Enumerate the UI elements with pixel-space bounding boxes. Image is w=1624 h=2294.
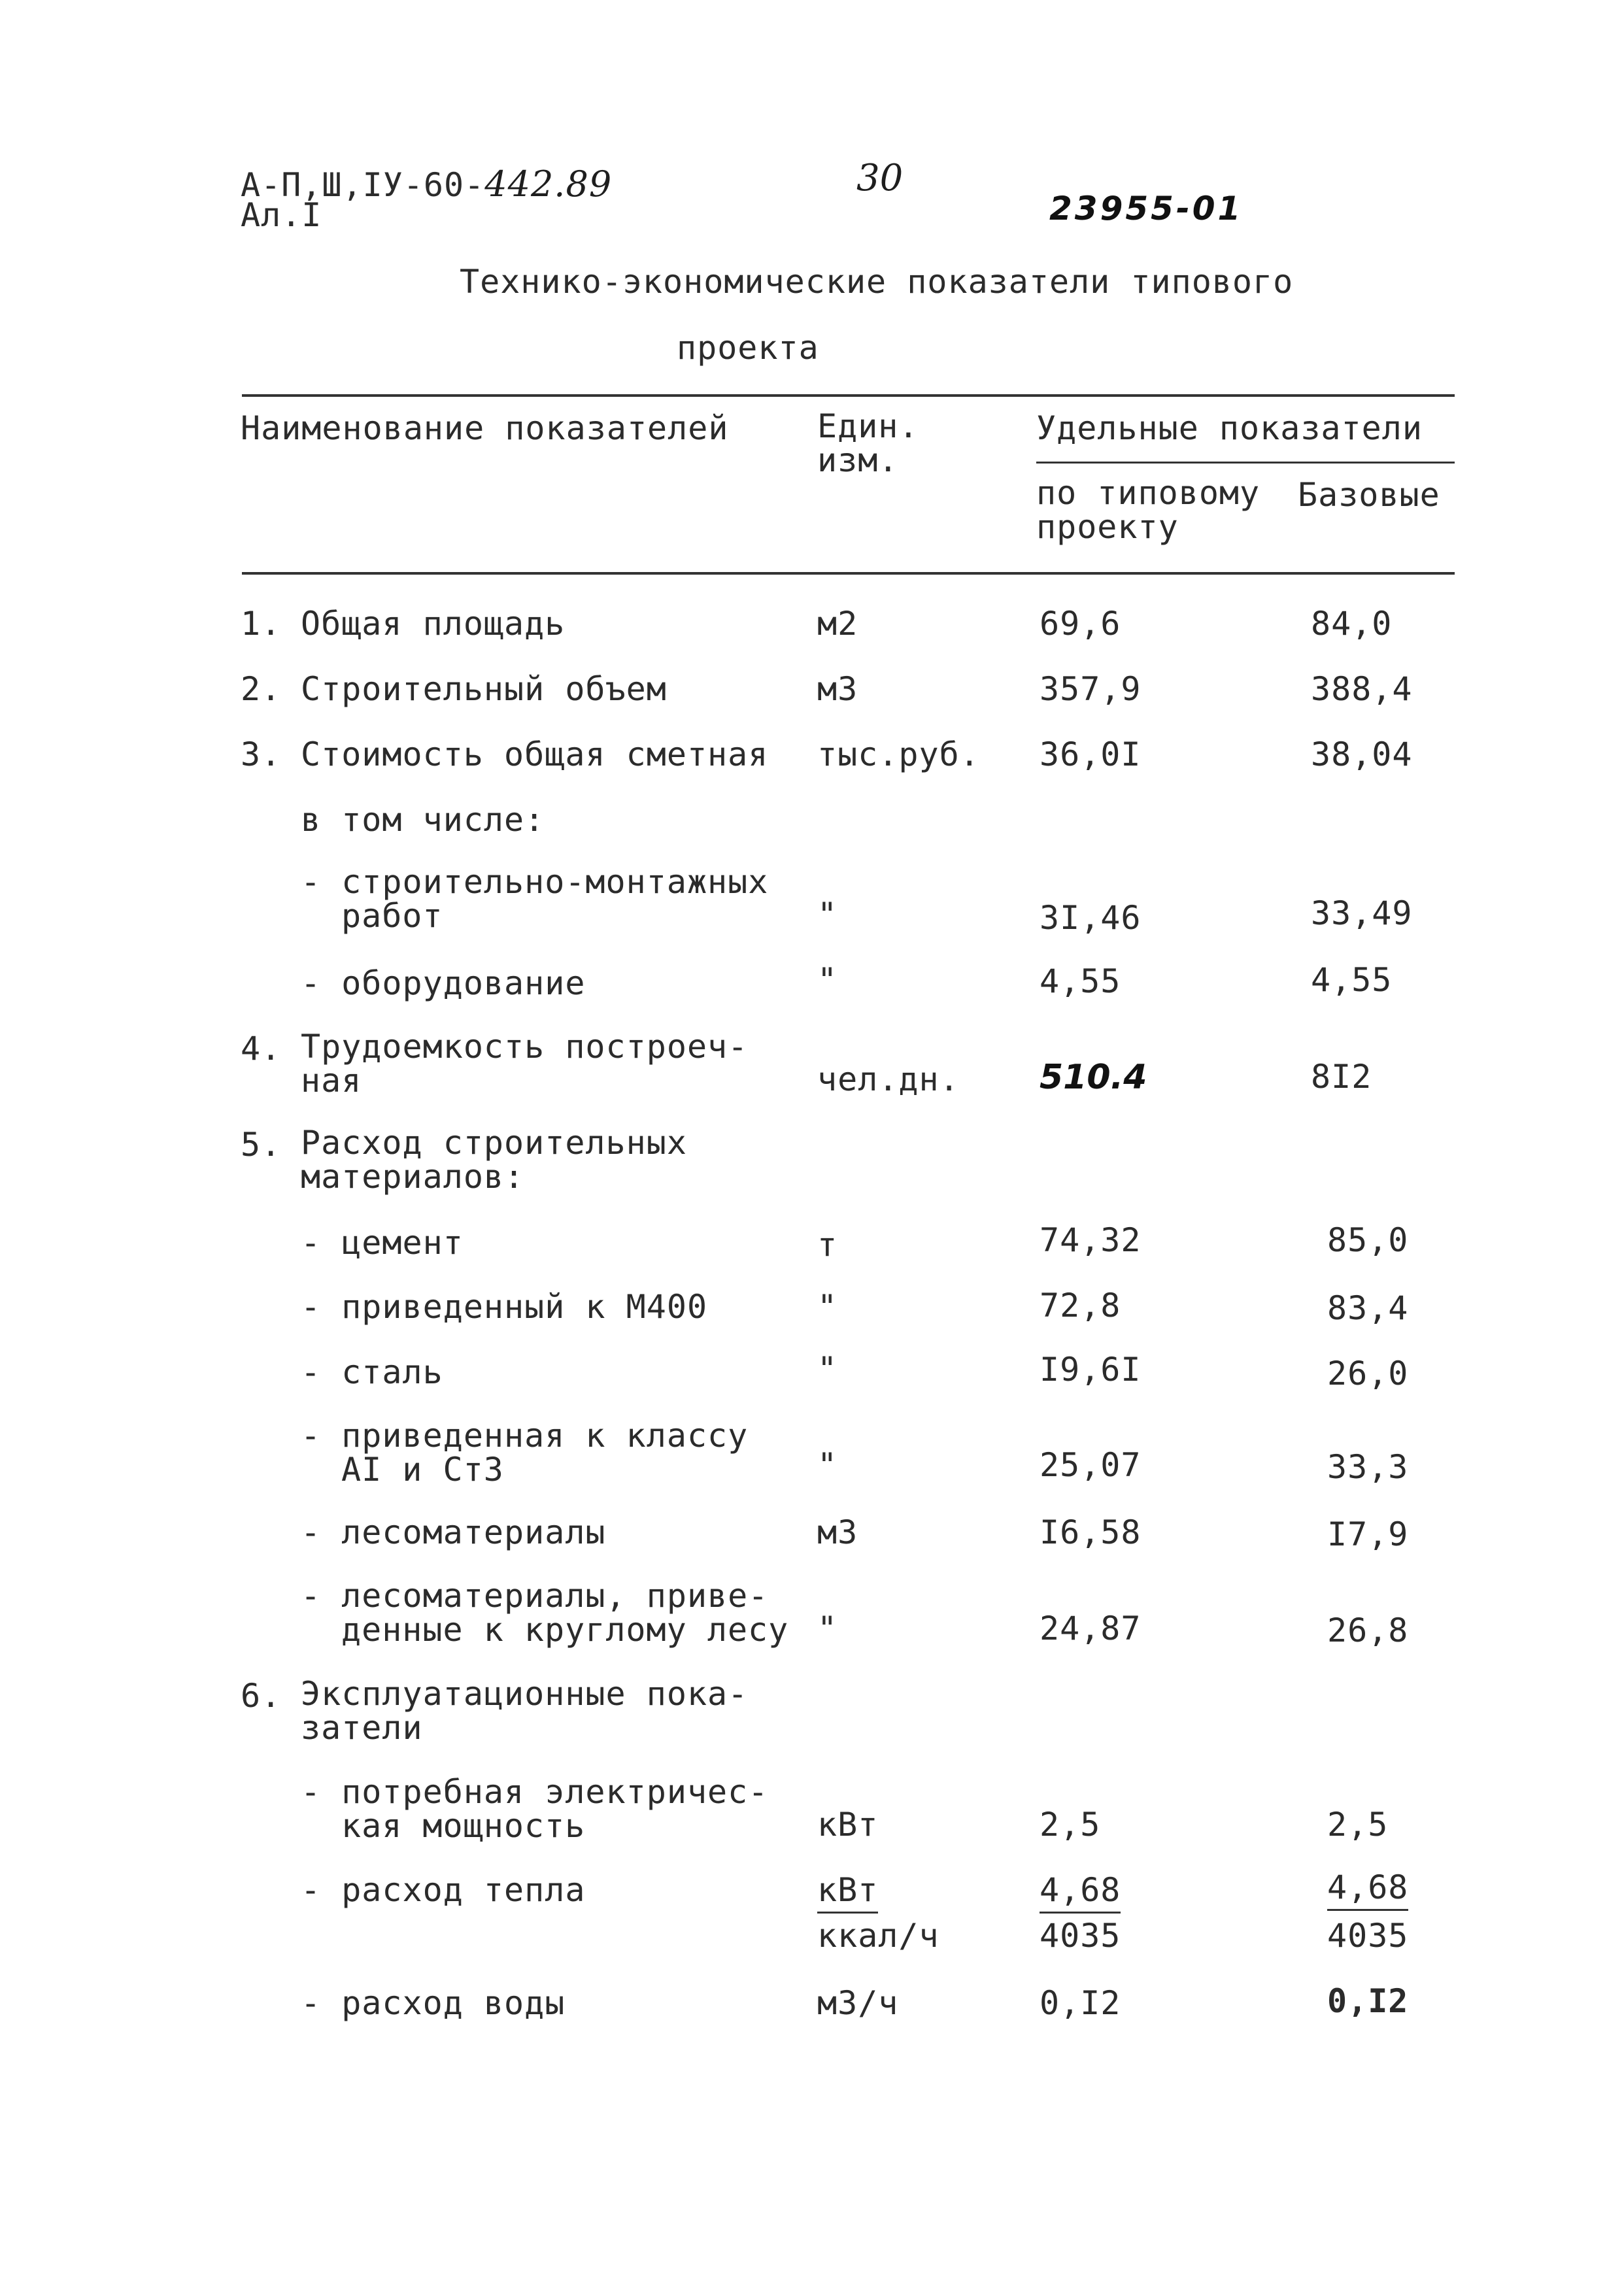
- page-title-line2: проекта: [677, 329, 819, 367]
- page-title: Технико-экономические показатели типового: [460, 263, 1294, 301]
- column-header-divider: [1036, 462, 1455, 464]
- page-number: 30: [856, 157, 904, 199]
- table-header-rule: [242, 572, 1455, 575]
- document-code-handwritten: 442.89: [484, 163, 613, 205]
- document-page: А-П,Ш,IУ-60-442.89 Ал.I 30 23955-01 Технико-экономические показатели типового проекта Наименование показателей Един. изм. Удельные показатели по типовому проекту Базовые 1. Общая площадь м2 69,6 84,0 2. Строительный объем м3 357,9 388,4 3. Стоимость общая сметная тыс.руб. 36,0I 38,04 в том числе: - строительно-монтажных работ " 3I,46 33,49 - оборудование " 4,55 4,55 4. Трудоемкость построеч- ная чел.дн. 510.4 8I2 5. Расход строительных материалов: - цемент т 74,32 85,0 - приведенный к М400 " 72,8 83,4 - сталь " I9,6I 26,0 - приведенная к классу AI и Ст3 " 25,07 33,3 - лесоматериалы м3 I6,58 I7,9 - лесоматериалы, приве- денные к круглому лесу " 24,87 26,8 6. Эксплуатационные пока- затели - потребная электричес- кая мощность кВт 2,5 2,5 - расход тепла кВт ккал/ч 4,68 4035 4,68 4035 - расход воды м3/ч 0,I2 0,I2: [0, 0, 1624, 2294]
- column-header-unit: Един. изм.: [817, 407, 919, 479]
- column-header-project: по типовому проекту: [1036, 474, 1260, 546]
- document-code-typed: А-П,Ш,IУ-60-: [241, 166, 485, 204]
- column-header-base: Базовые: [1298, 476, 1440, 514]
- album-label: Ал.I: [241, 196, 322, 234]
- column-header-name: Наименование показателей: [241, 409, 729, 447]
- registration-stamp: 23955-01: [1049, 190, 1243, 228]
- column-header-specific: Удельные показатели: [1036, 409, 1423, 447]
- table-top-rule: [242, 394, 1455, 397]
